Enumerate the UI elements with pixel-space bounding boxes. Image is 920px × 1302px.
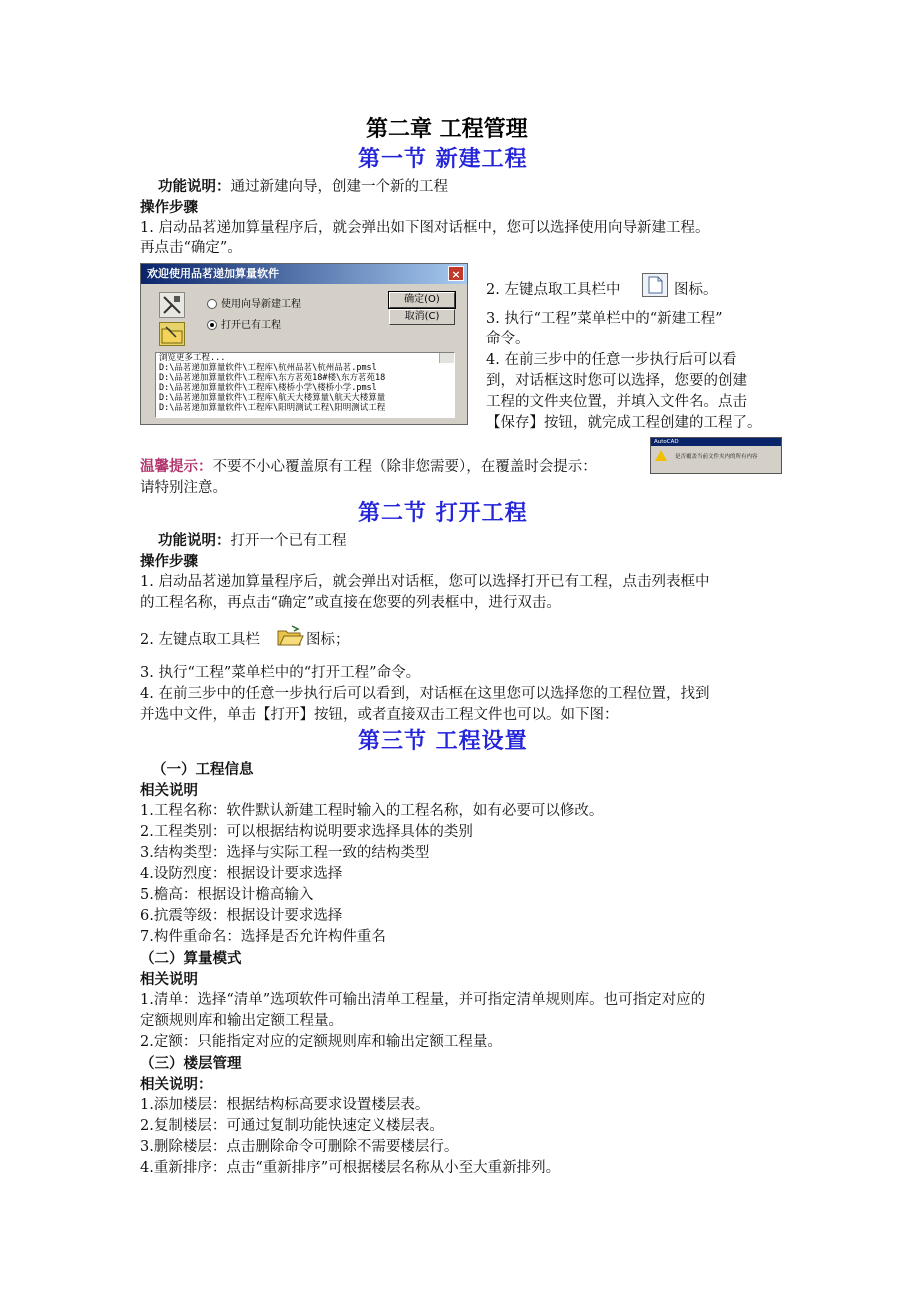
sec1-step2-a: 2. 左键点取工具栏中	[486, 282, 621, 298]
sec1-step4-a: 4. 在前三步中的任意一步执行后可以看	[486, 352, 737, 368]
warning-icon	[655, 450, 667, 461]
list-item[interactable]: D:\品茗递加算量软件\工程库\杭州品茗\杭州品茗.pmsl	[159, 363, 377, 373]
list-item: 1.清单：选择“清单”选项软件可输出清单工程量，并可指定清单规则库。也可指定对应的	[140, 992, 706, 1008]
section1-title: 第一节 新建工程	[358, 146, 528, 172]
sec2-step1-b: 的工程名称，再点击“确定”或直接在您要的列表框中，进行双击。	[140, 595, 561, 611]
radio-new-icon[interactable]	[207, 299, 217, 309]
dialog-titlebar	[141, 264, 467, 284]
section2-title: 第二节 打开工程	[358, 500, 528, 526]
sec1-step1-a: 1. 启动品茗递加算量程序后，就会弹出如下图对话框中，您可以选择使用向导新建工程。	[140, 220, 710, 236]
sec3-part2-label: 相关说明	[140, 971, 198, 988]
overwrite-warning-screenshot	[650, 437, 782, 474]
list-item[interactable]: D:\品茗递加算量软件\工程库\航天大楼算量\航天大楼算量	[159, 393, 386, 403]
tip-label: 温馨提示：	[140, 458, 213, 475]
ok-button[interactable]: 确定(O)	[389, 292, 455, 308]
wizard-icon	[159, 292, 185, 318]
sec2-func-text: 打开一个已有工程	[230, 533, 347, 549]
sec1-func-label: 功能说明：	[158, 178, 231, 195]
list-item: 6.抗震等级：根据设计要求选择	[140, 908, 343, 924]
sec2-step4-a: 4. 在前三步中的任意一步执行后可以看到，对话框在这里您可以选择您的工程位置，找到	[140, 686, 710, 702]
sec3-part3-title: （三）楼层管理	[140, 1055, 242, 1072]
list-item: 4.设防烈度：根据设计要求选择	[140, 866, 343, 882]
list-item: 3.结构类型：选择与实际工程一致的结构类型	[140, 845, 430, 861]
sec1-step1-b: 再点击“确定”。	[140, 240, 242, 256]
radio-new-label: 使用向导新建工程	[221, 299, 301, 310]
sec3-part2-title: （二）算量模式	[140, 950, 242, 967]
radio-open-icon[interactable]	[207, 320, 217, 330]
cancel-button[interactable]: 取消(C)	[389, 309, 455, 325]
sec2-step2-b: 图标；	[306, 632, 350, 648]
list-item: 2.复制楼层：可通过复制功能快速定义楼层表。	[140, 1118, 444, 1134]
sec3-part1-title: （一）工程信息	[152, 761, 254, 778]
sec1-step3-b: 命令。	[486, 331, 530, 347]
sec1-tip-line	[140, 458, 597, 476]
open-folder-icon	[159, 322, 185, 346]
warn-message: 是否覆盖当前文件夹内的所有内容	[675, 454, 758, 460]
list-item[interactable]: D:\品茗递加算量软件\工程库\阳明测试工程\阳明测试工程	[159, 403, 386, 413]
sec3-part3-label: 相关说明：	[140, 1076, 213, 1093]
dialog-title: 欢迎使用品茗递加算量软件	[147, 267, 279, 280]
radio-new-project[interactable]	[207, 298, 301, 312]
list-item[interactable]: 浏览更多工程...	[159, 353, 226, 363]
list-item: 1.工程名称：软件默认新建工程时输入的工程名称，如有必要可以修改。	[140, 803, 604, 819]
sec1-step4-d: 【保存】按钮，就完成工程创建的工程了。	[486, 415, 762, 431]
sec2-step1-a: 1. 启动品茗递加算量程序后，就会弹出对话框，您可以选择打开已有工程，点击列表框中	[140, 574, 710, 590]
section3-title: 第三节 工程设置	[358, 728, 528, 754]
list-item: 2.定额：只能指定对应的定额规则库和输出定额工程量。	[140, 1034, 502, 1050]
sec1-func-line	[158, 178, 448, 196]
list-item: 7.构件重命名：选择是否允许构件重名	[140, 929, 386, 945]
sec1-step4-c: 工程的文件夹位置，并填入文件名。点击	[486, 394, 747, 410]
tip-text: 不要不小心覆盖原有工程（除非您需要），在覆盖时会提示：	[212, 459, 597, 475]
close-icon[interactable]: ×	[448, 266, 464, 281]
sec2-func-line	[158, 532, 347, 550]
sec2-step2-a: 2. 左键点取工具栏	[140, 632, 260, 648]
sec2-step4-b: 并选中文件，单击【打开】按钮，或者直接双击工程文件也可以。如下图：	[140, 707, 619, 723]
sec2-func-label: 功能说明：	[158, 532, 231, 549]
list-item: 2.工程类别：可以根据结构说明要求选择具体的类别	[140, 824, 473, 840]
sec1-func-text: 通过新建向导，创建一个新的工程	[230, 179, 448, 195]
sec1-step2-b: 图标。	[674, 282, 718, 298]
new-file-icon	[642, 273, 668, 297]
radio-open-project[interactable]	[207, 319, 281, 333]
chapter-title: 第二章 工程管理	[366, 116, 528, 142]
sec2-steps-label: 操作步骤	[140, 553, 198, 570]
list-item[interactable]: D:\品茗递加算量软件\工程库\楼桥小学\楼桥小学.pmsl	[159, 383, 377, 393]
list-scrollbar[interactable]	[439, 353, 454, 363]
sec1-step4-b: 到，对话框这时您可以选择，您要的创建	[486, 373, 747, 389]
sec1-step3-a: 3. 执行“工程”菜单栏中的“新建工程”	[486, 311, 723, 327]
list-item: 定额规则库和输出定额工程量。	[140, 1013, 343, 1029]
open-folder-toolbar-icon	[276, 624, 304, 648]
recent-projects-list[interactable]	[155, 352, 455, 418]
radio-open-label: 打开已有工程	[221, 320, 281, 331]
sec1-steps-label: 操作步骤	[140, 199, 198, 216]
list-item[interactable]: D:\品茗递加算量软件\工程库\东方茗苑18#楼\东方茗苑18	[159, 373, 386, 383]
sec1-tip-text2: 请特别注意。	[140, 480, 227, 496]
list-item: 5.檐高：根据设计檐高输入	[140, 887, 314, 903]
sec2-step3: 3. 执行“工程”菜单栏中的“打开工程”命令。	[140, 665, 421, 681]
sec3-part1-label: 相关说明	[140, 782, 198, 799]
welcome-dialog-screenshot	[140, 263, 468, 425]
list-item: 4.重新排序：点击“重新排序”可根据楼层名称从小至大重新排列。	[140, 1160, 561, 1176]
list-item: 3.删除楼层：点击删除命令可删除不需要楼层行。	[140, 1139, 459, 1155]
list-item: 1.添加楼层：根据结构标高要求设置楼层表。	[140, 1097, 430, 1113]
warn-title: AutoCAD	[651, 438, 781, 446]
